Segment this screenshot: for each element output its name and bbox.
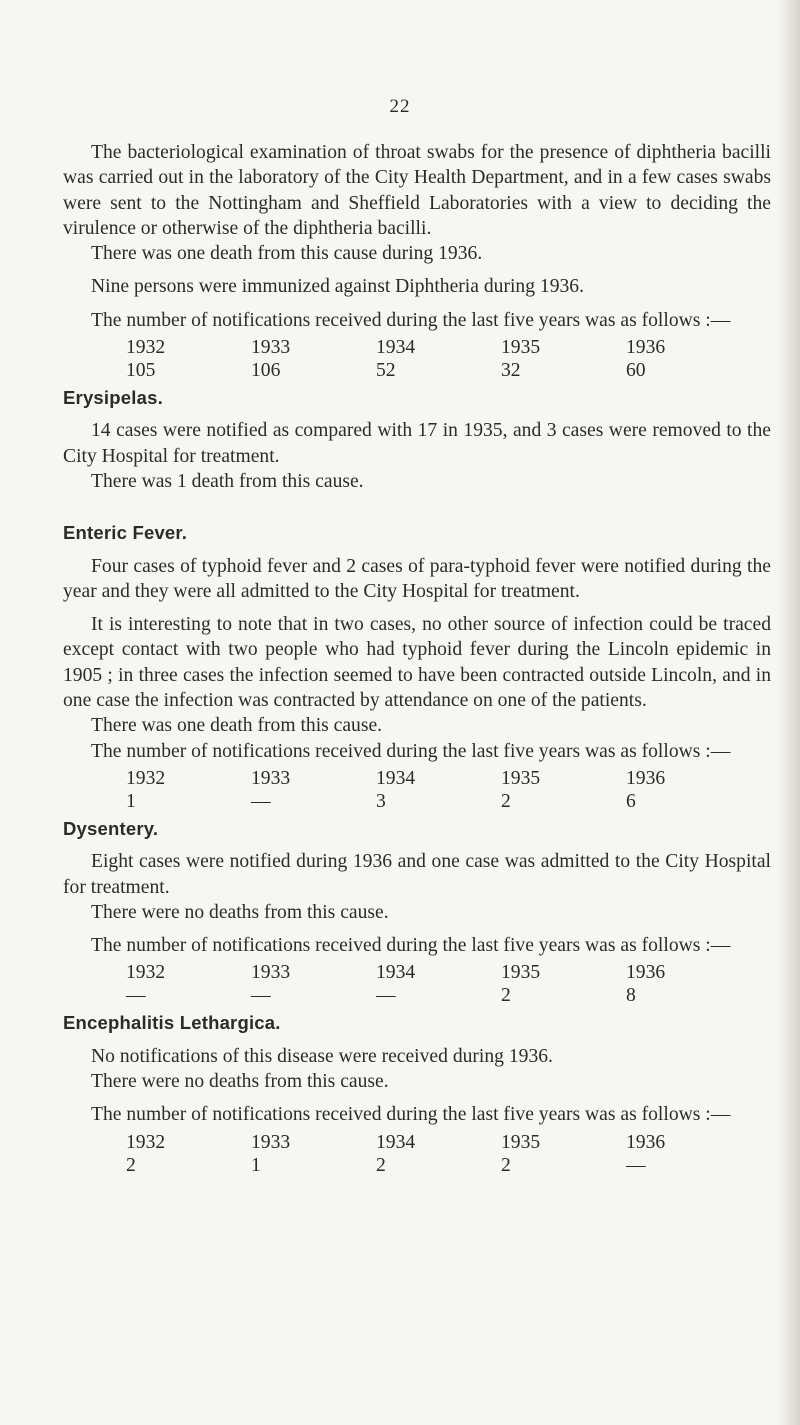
paragraph: There were no deaths from this cause. — [91, 901, 389, 923]
year-cell: 1935 — [501, 962, 541, 984]
year-cell: 1932 — [126, 767, 166, 789]
value-cell: 106 — [251, 360, 281, 382]
section-heading: Dysentery. — [63, 817, 159, 839]
section-encephalitis-lethargica — [63, 1010, 771, 1176]
table-row-years — [126, 767, 686, 790]
year-cell: 1934 — [376, 337, 416, 359]
value-cell: 1 — [126, 790, 136, 812]
value-cell: 52 — [376, 360, 396, 382]
section-dysentery — [63, 816, 771, 1007]
paragraph: No notifications of this disease were received during 1936. — [91, 1045, 553, 1067]
page-number: 22 — [389, 96, 411, 117]
table-row-values — [126, 359, 686, 382]
value-cell: — — [126, 985, 146, 1007]
value-cell: 1 — [251, 1154, 261, 1176]
value-cell: 2 — [501, 1154, 511, 1176]
value-cell: 105 — [126, 360, 156, 382]
paragraph: The number of notifications received during the last five years was as follows :— — [91, 309, 731, 331]
year-cell: 1932 — [126, 1131, 166, 1153]
year-cell: 1936 — [626, 962, 666, 984]
table-row-years — [126, 336, 686, 359]
table-row-values — [126, 984, 686, 1007]
year-cell: 1933 — [251, 337, 291, 359]
value-cell: — — [251, 985, 271, 1007]
paragraph: Nine persons were immunized against Diphtheria during 1936. — [91, 276, 584, 298]
year-cell: 1935 — [501, 337, 541, 359]
year-cell: 1933 — [251, 962, 291, 984]
year-cell: 1935 — [501, 767, 541, 789]
paragraph: The bacteriological examination of throat swabs for the presence of diphtheria bacilli was carried out in the laboratory of the City Health Department, and in a few cases swabs were sent to the Nottingham and Sheffield Laboratories with a view to deciding the virulence or otherwise of the diphtheria bacilli. — [63, 142, 771, 239]
table-row-values — [126, 790, 686, 813]
value-cell: 2 — [126, 1154, 136, 1176]
value-cell: 2 — [501, 985, 511, 1007]
paragraph: The number of notifications received during the last five years was as follows :— — [91, 935, 731, 957]
year-cell: 1934 — [376, 1131, 416, 1153]
year-cell: 1932 — [126, 337, 166, 359]
year-cell: 1936 — [626, 767, 666, 789]
year-cell: 1936 — [626, 337, 666, 359]
paragraph: The number of notifications received during the last five years was as follows :— — [91, 740, 731, 762]
page-edge-shadow — [778, 0, 800, 1425]
year-cell: 1935 — [501, 1131, 541, 1153]
paragraph: The number of notifications received during the last five years was as follows :— — [91, 1104, 731, 1126]
value-cell: 8 — [626, 985, 636, 1007]
section-erysipelas — [63, 385, 771, 494]
section-heading: Erysipelas. — [63, 387, 163, 409]
section-heading: Enteric Fever. — [63, 522, 188, 544]
section-enteric-fever — [63, 520, 771, 813]
paragraph: There were no deaths from this cause. — [91, 1071, 389, 1093]
paragraph: Eight cases were notified during 1936 and one case was admitted to the City Hospital for treatment. — [63, 851, 771, 898]
paragraph: There was 1 death from this cause. — [91, 470, 364, 492]
notifications-table — [126, 961, 686, 1007]
year-cell: 1934 — [376, 962, 416, 984]
value-cell: — — [251, 790, 271, 812]
section-diphtheria — [63, 140, 771, 382]
value-cell: 60 — [626, 360, 646, 382]
paragraph: Four cases of typhoid fever and 2 cases of para-typhoid fever were notified during the year and they were all admitted to the City Hospital for treatment. — [63, 555, 771, 602]
value-cell: — — [626, 1154, 646, 1176]
paragraph: 14 cases were notified as compared with 17 in 1935, and 3 cases were removed to the City Hospital for treatment. — [63, 420, 771, 467]
year-cell: 1933 — [251, 1131, 291, 1153]
paragraph: There was one death from this cause during 1936. — [91, 243, 483, 265]
value-cell: 2 — [501, 790, 511, 812]
table-row-values — [126, 1154, 686, 1177]
table-row-years — [126, 961, 686, 984]
paragraph: There was one death from this cause. — [91, 715, 383, 737]
value-cell: 2 — [376, 1154, 386, 1176]
notifications-table — [126, 767, 686, 813]
year-cell: 1932 — [126, 962, 166, 984]
value-cell: 32 — [501, 360, 521, 382]
year-cell: 1933 — [251, 767, 291, 789]
notifications-table — [126, 336, 686, 382]
section-heading: Encephalitis Lethargica. — [63, 1012, 281, 1034]
notifications-table — [126, 1131, 686, 1177]
year-cell: 1934 — [376, 767, 416, 789]
year-cell: 1936 — [626, 1131, 666, 1153]
value-cell: 6 — [626, 790, 636, 812]
paragraph: It is interesting to note that in two cases, no other source of infection could be traced except contact with two people who had typhoid fever during the Lincoln epidemic in 1905 ; in three cases the infection seemed to have been contracted outside Lincoln, and in one case the infection was contracted by attendance on one of the patients. — [63, 614, 771, 712]
value-cell: 3 — [376, 790, 386, 812]
table-row-years — [126, 1131, 686, 1154]
document-body — [63, 140, 771, 1180]
value-cell: — — [376, 985, 396, 1007]
